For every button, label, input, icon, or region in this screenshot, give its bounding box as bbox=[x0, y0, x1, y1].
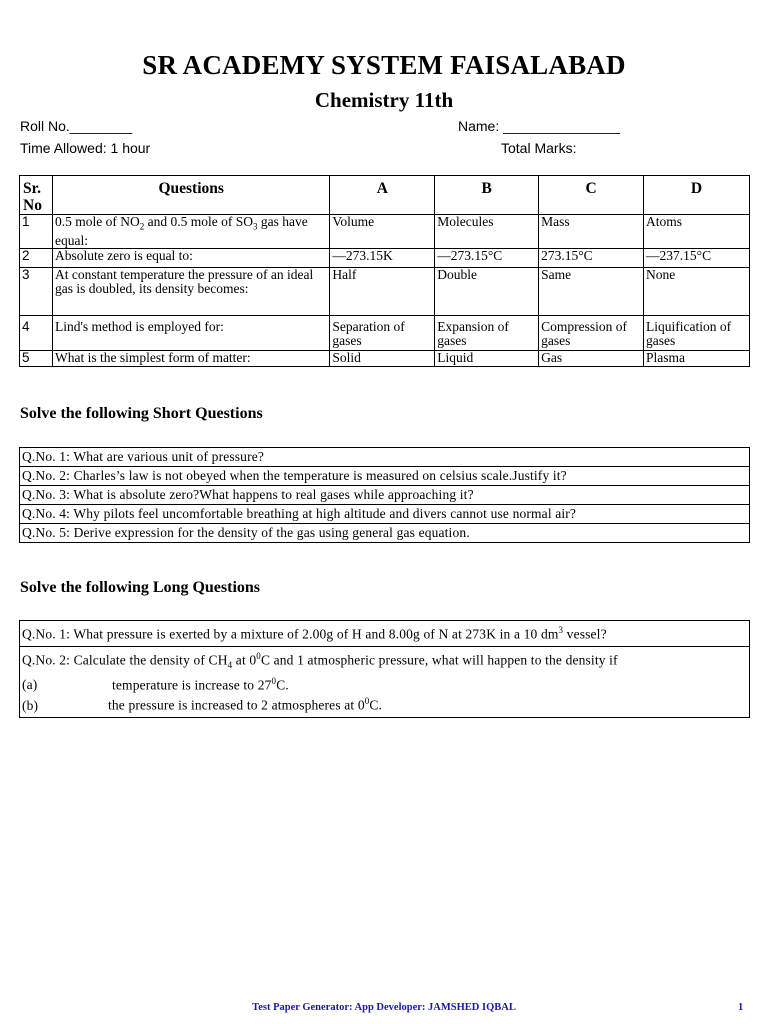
option-c-cell: Same bbox=[539, 267, 644, 315]
page-title: SR ACADEMY SYSTEM FAISALABAD bbox=[142, 50, 626, 80]
long-question-1: Q.No. 1: What pressure is exerted by a mixture of 2.00g of H and 8.00g of N at 273K in a 10 $dm^3$ vessel? bbox=[20, 621, 750, 647]
option-b-cell: Expansion of gases bbox=[435, 315, 539, 350]
question-cell: 0.5 mole of $NO_2$ and 0.5 mole of $SO_3$ gas have equal: bbox=[52, 215, 329, 249]
option-d-cell: —237.15°C bbox=[644, 248, 750, 267]
option-d-cell: Plasma bbox=[644, 350, 750, 366]
mcq-row bbox=[20, 350, 750, 366]
option-d-cell: Atoms bbox=[644, 215, 750, 249]
header-option-d: D bbox=[644, 176, 750, 215]
option-b-cell: Molecules bbox=[435, 215, 539, 249]
option-c-cell: Gas bbox=[539, 350, 644, 366]
header-option-b: B bbox=[435, 176, 539, 215]
short-question: Q.No. 4: Why pilots feel uncomfortable breathing at high altitude and divers cannot use normal air? bbox=[20, 505, 750, 524]
option-d-cell: Liquification of gases bbox=[644, 315, 750, 350]
sr-cell: 5 bbox=[20, 350, 53, 366]
short-question: Q.No. 3: What is absolute zero?What happens to real gases while approaching it? bbox=[20, 486, 750, 505]
sr-cell: 2 bbox=[20, 248, 53, 267]
option-b-cell: —273.15°C bbox=[435, 248, 539, 267]
name-field: Name: _______________ bbox=[458, 118, 620, 134]
short-question-row bbox=[20, 524, 750, 543]
option-b-cell: Double bbox=[435, 267, 539, 315]
roll-no-field: Roll No.________ bbox=[20, 118, 133, 134]
option-c-cell: Compression of gases bbox=[539, 315, 644, 350]
long-questions-table bbox=[19, 620, 750, 718]
sr-cell: 1 bbox=[20, 215, 53, 249]
short-question-row bbox=[20, 467, 750, 486]
sr-cell: 4 bbox=[20, 315, 53, 350]
header-option-a: A bbox=[330, 176, 435, 215]
option-a-cell: —273.15K bbox=[330, 248, 435, 267]
short-question-row bbox=[20, 505, 750, 524]
question-cell: At constant temperature the pressure of an ideal gas is doubled, its density becomes: bbox=[52, 267, 329, 315]
long-questions-heading: Solve the following Long Questions bbox=[20, 579, 261, 596]
option-a-cell: Solid bbox=[330, 350, 435, 366]
option-a-cell: Separation of gases bbox=[330, 315, 435, 350]
short-questions-table bbox=[19, 447, 750, 543]
option-a-cell: Half bbox=[330, 267, 435, 315]
header-sr-no: Sr. No bbox=[20, 176, 53, 215]
long-question-2a: (a) temperature is increase to $27^0C$. bbox=[22, 675, 289, 693]
short-question: Q.No. 2: Charles’s law is not obeyed when the temperature is measured on celsius scale.Justify it? bbox=[20, 467, 750, 486]
mcq-header-row bbox=[20, 176, 750, 215]
mcq-row bbox=[20, 248, 750, 267]
header-questions: Questions bbox=[52, 176, 329, 215]
header-option-c: C bbox=[539, 176, 644, 215]
mcq-table bbox=[19, 175, 750, 367]
question-cell: Lind's method is employed for: bbox=[52, 315, 329, 350]
page-number: 1 bbox=[738, 1002, 744, 1013]
page-subtitle: Chemistry 11th bbox=[314, 88, 454, 112]
long-question-2b: (b) the pressure is increased to 2 atmospheres at $0^0C$. bbox=[22, 696, 383, 713]
option-b-cell: Liquid bbox=[435, 350, 539, 366]
question-cell: Absolute zero is equal to: bbox=[52, 248, 329, 267]
option-c-cell: 273.15°C bbox=[539, 248, 644, 267]
time-allowed: Time Allowed: 1 hour bbox=[20, 140, 151, 156]
option-d-cell: None bbox=[644, 267, 750, 315]
option-c-cell: Mass bbox=[539, 215, 644, 249]
footer-credit: Test Paper Generator: App Developer: JAMSHED IQBAL bbox=[252, 1002, 516, 1013]
short-question-row bbox=[20, 486, 750, 505]
short-question: Q.No. 5: Derive expression for the density of the gas using general gas equation. bbox=[20, 524, 750, 543]
long-question-2: Q.No. 2: Calculate the density of $CH_4$ at $0^0C$ and 1 atmospheric pressure, what will happen to the density if (a) temperature is increase to $27^0C$. (b) the pressure is increased to 2 atmospheres at $0^0C$. bbox=[20, 646, 750, 717]
short-questions-heading: Solve the following Short Questions bbox=[20, 405, 263, 422]
sr-cell: 3 bbox=[20, 267, 53, 315]
long-question-row bbox=[20, 646, 750, 717]
mcq-row bbox=[20, 215, 750, 249]
question-cell: What is the simplest form of matter: bbox=[52, 350, 329, 366]
short-question-row bbox=[20, 448, 750, 467]
mcq-row bbox=[20, 315, 750, 350]
mcq-row bbox=[20, 267, 750, 315]
total-marks: Total Marks: bbox=[501, 140, 577, 156]
short-question: Q.No. 1: What are various unit of pressure? bbox=[20, 448, 750, 467]
long-question-row bbox=[20, 621, 750, 647]
option-a-cell: Volume bbox=[330, 215, 435, 249]
